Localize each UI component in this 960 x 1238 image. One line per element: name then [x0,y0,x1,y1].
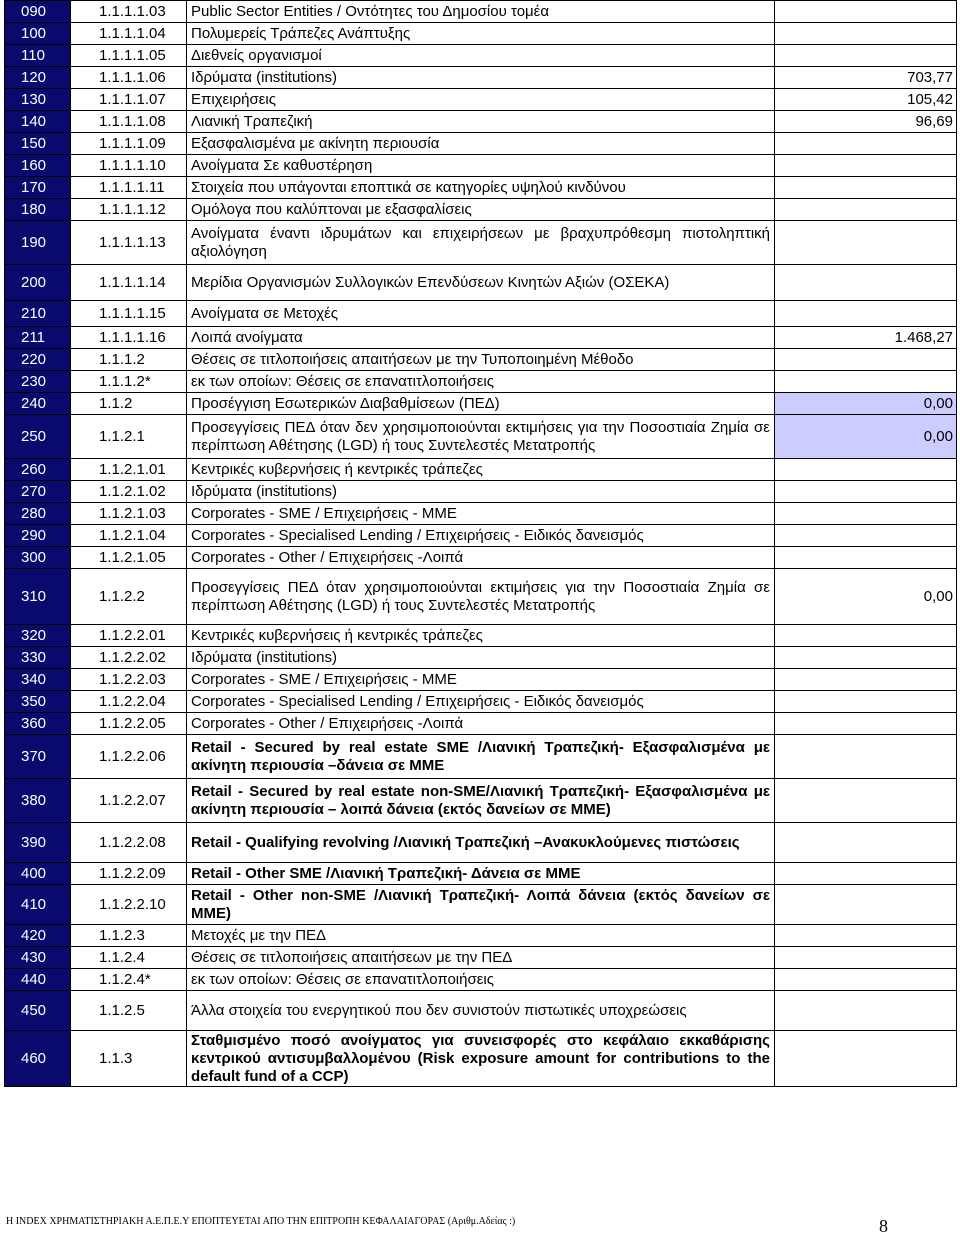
page-number: 8 [879,1216,888,1236]
row-reference: 1.1.1.1.14 [71,265,187,301]
row-code: 400 [5,863,71,885]
row-code: 440 [5,969,71,991]
row-reference: 1.1.2.2.01 [71,625,187,647]
row-reference: 1.1.2.1 [71,415,187,459]
row-description: Πολυμερείς Τράπεζες Ανάπτυξης [187,23,775,45]
table-row [5,155,957,177]
table-row [5,199,957,221]
row-reference: 1.1.2.5 [71,991,187,1031]
table-row [5,525,957,547]
row-code: 450 [5,991,71,1031]
row-code: 340 [5,669,71,691]
row-code: 410 [5,885,71,925]
table-row [5,459,957,481]
table-row [5,177,957,199]
table-row [5,947,957,969]
row-code: 160 [5,155,71,177]
row-reference: 1.1.2.1.05 [71,547,187,569]
row-reference: 1.1.1.1.06 [71,67,187,89]
row-description: Στοιχεία που υπάγονται εποπτικά σε κατηγορίες υψηλού κινδύνου [187,177,775,199]
row-description: Ιδρύματα (institutions) [187,481,775,503]
row-value [775,647,957,669]
row-reference: 1.1.2.2.09 [71,863,187,885]
row-reference: 1.1.2.2.05 [71,713,187,735]
row-code: 300 [5,547,71,569]
row-reference: 1.1.1.1.10 [71,155,187,177]
table-row [5,265,957,301]
row-value [775,45,957,67]
table-row [5,371,957,393]
row-description: Προσεγγίσεις ΠΕΔ όταν χρησιμοποιούνται εκτιμήσεις για την Ποσοστιαία Ζημία σε περίπτωση Αθέτησης (LGD) ή τους Συντελεστές Μετατροπής [187,569,775,625]
row-code: 280 [5,503,71,525]
table-row [5,547,957,569]
table-row [5,823,957,863]
row-reference: 1.1.1.1.07 [71,89,187,111]
row-value [775,1,957,23]
table-row [5,991,957,1031]
row-description: Retail - Qualifying revolving /Λιανική Τραπεζική –Ανακυκλούμενες πιστώσεις [187,823,775,863]
row-value: 105,42 [775,89,957,111]
row-description: Μετοχές με την ΠΕΔ [187,925,775,947]
row-description: Ανοίγματα έναντι ιδρυμάτων και επιχειρήσεων με βραχυπρόθεσμη πιστοληπτική αξιολόγηση [187,221,775,265]
row-reference: 1.1.2.3 [71,925,187,947]
row-value [775,503,957,525]
row-value [775,199,957,221]
row-reference: 1.1.2.1.02 [71,481,187,503]
row-reference: 1.1.1.2 [71,349,187,371]
table-row [5,863,957,885]
table-row [5,647,957,669]
row-value [775,155,957,177]
row-value [775,735,957,779]
row-value: 0,00 [775,415,957,459]
row-code: 130 [5,89,71,111]
row-code: 140 [5,111,71,133]
row-code: 460 [5,1031,71,1087]
row-reference: 1.1.2.1.01 [71,459,187,481]
table-row [5,1,957,23]
table-row [5,735,957,779]
row-description: Άλλα στοιχεία του ενεργητικού που δεν συνιστούν πιστωτικές υποχρεώσεις [187,991,775,1031]
table-row [5,349,957,371]
table-row [5,885,957,925]
row-value [775,1031,957,1087]
table-row [5,89,957,111]
row-code: 230 [5,371,71,393]
table-row [5,625,957,647]
row-description: Corporates - SME / Επιχειρήσεις - ΜΜΕ [187,669,775,691]
row-code: 110 [5,45,71,67]
row-code: 200 [5,265,71,301]
row-value [775,713,957,735]
row-code: 270 [5,481,71,503]
row-description: Θέσεις σε τιτλοποιήσεις απαιτήσεων με την Τυποποιημένη Μέθοδο [187,349,775,371]
row-value [775,265,957,301]
row-code: 211 [5,327,71,349]
row-description: Retail - Other non-SME /Λιανική Τραπεζική- Λοιπά δάνεια (εκτός δανείων σε ΜΜΕ) [187,885,775,925]
table-row [5,569,957,625]
row-reference: 1.1.2.2.08 [71,823,187,863]
row-reference: 1.1.2.2.04 [71,691,187,713]
row-reference: 1.1.1.1.09 [71,133,187,155]
row-description: Ανοίγματα σε Μετοχές [187,301,775,327]
row-value [775,947,957,969]
row-reference: 1.1.1.2* [71,371,187,393]
row-code: 090 [5,1,71,23]
row-value [775,23,957,45]
row-reference: 1.1.1.1.03 [71,1,187,23]
row-reference: 1.1.3 [71,1031,187,1087]
row-description: Retail - Secured by real estate SME /Λιανική Τραπεζική- Εξασφαλισμένα με ακίνητη περιουσία –δάνεια σε ΜΜΕ [187,735,775,779]
row-code: 260 [5,459,71,481]
row-reference: 1.1.2.2.10 [71,885,187,925]
row-value [775,221,957,265]
row-code: 390 [5,823,71,863]
row-value [775,669,957,691]
row-reference: 1.1.2.2.03 [71,669,187,691]
table-row [5,111,957,133]
row-code: 100 [5,23,71,45]
footer-text: Η INDEX ΧΡΗΜΑΤΙΣΤΗΡΙΑΚΗ Α.Ε.Π.Ε.Υ ΕΠΟΠΤΕΥΕΤΑΙ ΑΠΟ ΤΗΝ ΕΠΙΤΡΟΠΗ ΚΕΦΑΛΑΙΑΓΟΡΑΣ (Αριθμ.Αδείας :) [6,1216,516,1227]
table-row [5,415,957,459]
row-code: 290 [5,525,71,547]
row-description: Retail - Other SME /Λιανική Τραπεζική- Δάνεια σε ΜΜΕ [187,863,775,885]
table-row [5,23,957,45]
row-description: Μερίδια Οργανισμών Συλλογικών Επενδύσεων Κινητών Αξιών (ΟΣΕΚΑ) [187,265,775,301]
row-description: Προσεγγίσεις ΠΕΔ όταν δεν χρησιμοποιούνται εκτιμήσεις για την Ποσοστιαία Ζημία σε περίπτωση Αθέτησης (LGD) ή τους Συντελεστές Μετατροπής [187,415,775,459]
row-code: 330 [5,647,71,669]
row-code: 430 [5,947,71,969]
row-value [775,625,957,647]
row-reference: 1.1.1.1.13 [71,221,187,265]
row-reference: 1.1.2.4* [71,969,187,991]
row-description: Corporates - Other / Επιχειρήσεις -Λοιπά [187,713,775,735]
table-body [5,1,957,1087]
row-value [775,371,957,393]
row-reference: 1.1.1.1.16 [71,327,187,349]
row-description: Corporates - Other / Επιχειρήσεις -Λοιπά [187,547,775,569]
table-row [5,45,957,67]
row-description: Public Sector Entities / Οντότητες του Δημοσίου τομέα [187,1,775,23]
row-reference: 1.1.2.2.06 [71,735,187,779]
row-description: Ιδρύματα (institutions) [187,67,775,89]
row-code: 420 [5,925,71,947]
row-description: Ανοίγματα Σε καθυστέρηση [187,155,775,177]
row-value: 96,69 [775,111,957,133]
row-reference: 1.1.2 [71,393,187,415]
row-value: 0,00 [775,569,957,625]
row-description: Λοιπά ανοίγματα [187,327,775,349]
row-value [775,481,957,503]
row-reference: 1.1.1.1.11 [71,177,187,199]
table-row [5,691,957,713]
table-row [5,393,957,415]
row-code: 180 [5,199,71,221]
row-code: 250 [5,415,71,459]
row-value [775,969,957,991]
row-value [775,863,957,885]
row-reference: 1.1.2.2.02 [71,647,187,669]
row-code: 380 [5,779,71,823]
row-code: 120 [5,67,71,89]
table-row [5,301,957,327]
row-description: εκ των οποίων: Θέσεις σε επανατιτλοποιήσεις [187,969,775,991]
capital-requirements-table [4,0,957,1087]
row-description: Κεντρικές κυβερνήσεις ή κεντρικές τράπεζες [187,459,775,481]
row-description: Εξασφαλισμένα με ακίνητη περιουσία [187,133,775,155]
row-code: 150 [5,133,71,155]
row-code: 170 [5,177,71,199]
row-description: Ομόλογα που καλύπτοναι με εξασφαλίσεις [187,199,775,221]
table-row [5,713,957,735]
table-row [5,669,957,691]
row-description: Κεντρικές κυβερνήσεις ή κεντρικές τράπεζες [187,625,775,647]
table-row [5,969,957,991]
row-code: 360 [5,713,71,735]
row-code: 350 [5,691,71,713]
row-reference: 1.1.2.4 [71,947,187,969]
table-row [5,67,957,89]
row-reference: 1.1.2.2 [71,569,187,625]
row-value [775,885,957,925]
row-value: 703,77 [775,67,957,89]
row-description: Επιχειρήσεις [187,89,775,111]
row-description: Corporates - SME / Επιχειρήσεις - ΜΜΕ [187,503,775,525]
row-code: 370 [5,735,71,779]
table-row [5,327,957,349]
row-value [775,925,957,947]
row-value [775,823,957,863]
row-reference: 1.1.1.1.12 [71,199,187,221]
row-value [775,525,957,547]
row-value [775,301,957,327]
row-code: 240 [5,393,71,415]
row-description: Προσέγγιση Εσωτερικών Διαβαθμίσεων (ΠΕΔ) [187,393,775,415]
row-description: Ιδρύματα (institutions) [187,647,775,669]
row-value [775,991,957,1031]
row-value: 0,00 [775,393,957,415]
row-description: Θέσεις σε τιτλοποιήσεις απαιτήσεων με την ΠΕΔ [187,947,775,969]
table-row [5,925,957,947]
row-description: Retail - Secured by real estate non-SME/Λιανική Τραπεζική- Εξασφαλισμένα με ακίνητη περιουσία – λοιπά δάνεια (εκτός δανείων σε ΜΜΕ) [187,779,775,823]
table-row [5,779,957,823]
row-value [775,547,957,569]
table-row [5,1031,957,1087]
row-reference: 1.1.1.1.08 [71,111,187,133]
row-code: 210 [5,301,71,327]
row-value: 1.468,27 [775,327,957,349]
row-value [775,177,957,199]
row-value [775,349,957,371]
row-description: Corporates - Specialised Lending / Επιχειρήσεις - Ειδικός δανεισμός [187,525,775,547]
row-code: 310 [5,569,71,625]
row-code: 320 [5,625,71,647]
table-row [5,481,957,503]
table-row [5,221,957,265]
row-reference: 1.1.1.1.05 [71,45,187,67]
row-reference: 1.1.2.2.07 [71,779,187,823]
row-value [775,133,957,155]
row-reference: 1.1.1.1.04 [71,23,187,45]
row-reference: 1.1.1.1.15 [71,301,187,327]
table-row [5,133,957,155]
row-value [775,459,957,481]
row-description: Λιανική Τραπεζική [187,111,775,133]
row-value [775,691,957,713]
row-reference: 1.1.2.1.04 [71,525,187,547]
row-code: 190 [5,221,71,265]
table-row [5,503,957,525]
row-description: Διεθνείς οργανισμοί [187,45,775,67]
row-value [775,779,957,823]
row-description: Σταθμισμένο ποσό ανοίγματος για συνεισφορές στο κεφάλαιο εκκαθάρισης κεντρικού αντισυμβαλλομένου (Risk exposure amount for contributions to the default fund of a CCP) [187,1031,775,1087]
row-reference: 1.1.2.1.03 [71,503,187,525]
row-description: εκ των οποίων: Θέσεις σε επανατιτλοποιήσεις [187,371,775,393]
row-description: Corporates - Specialised Lending / Επιχειρήσεις - Ειδικός δανεισμός [187,691,775,713]
row-code: 220 [5,349,71,371]
